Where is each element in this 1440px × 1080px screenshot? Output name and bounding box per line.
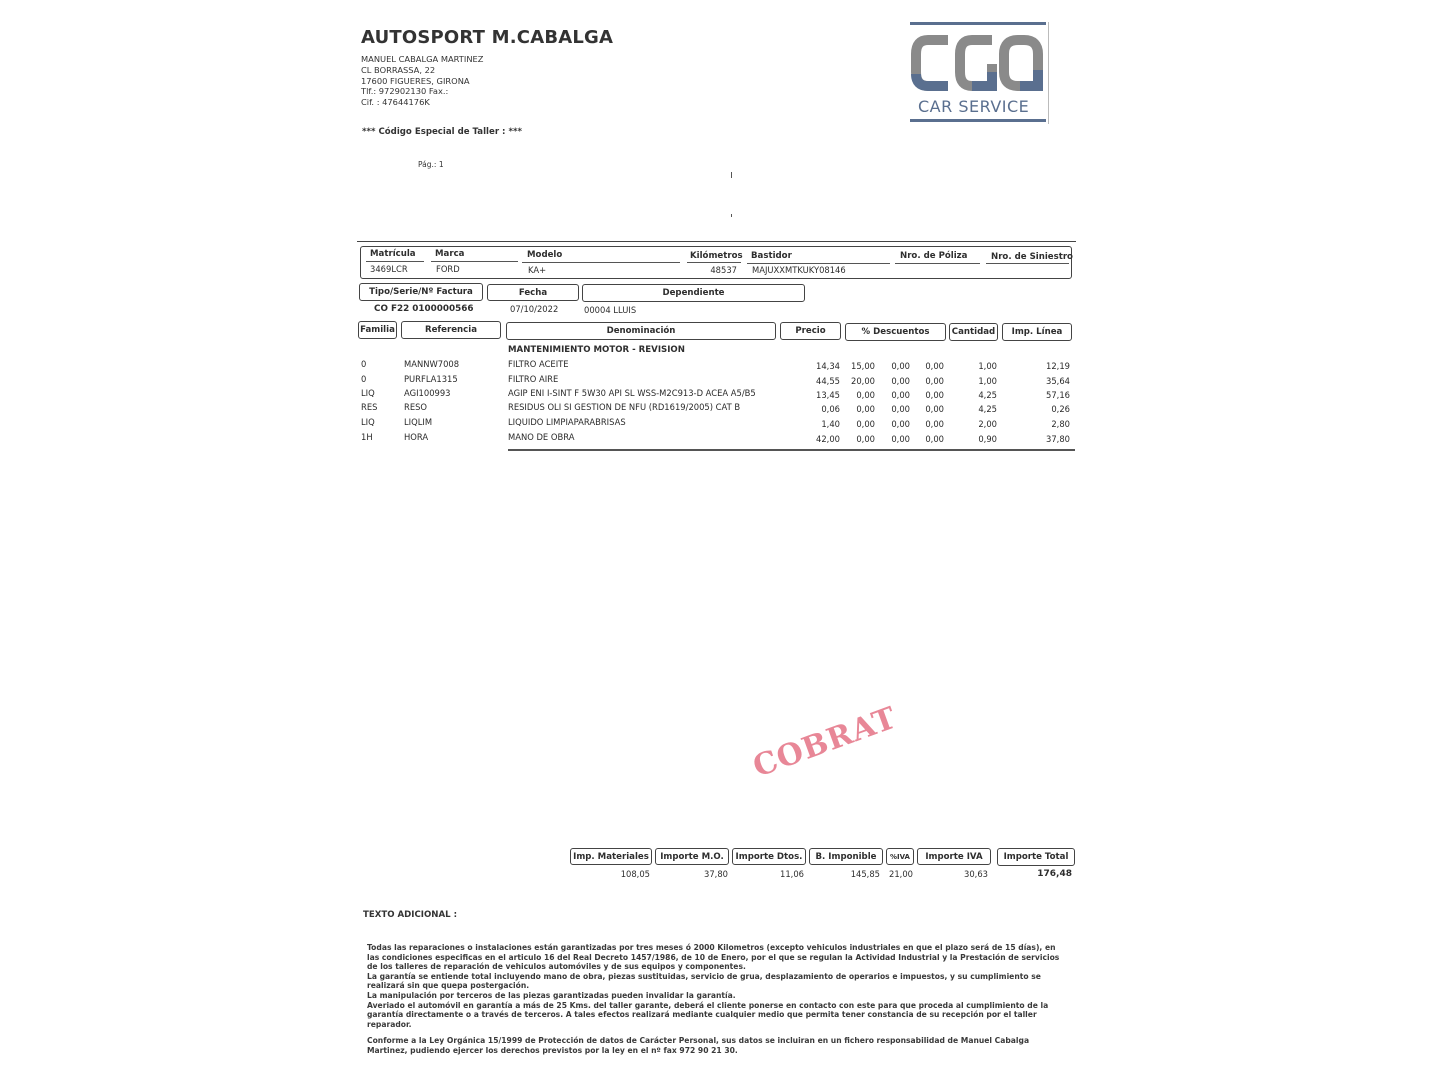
cell-dto2: 0,00 <box>891 361 910 371</box>
cell-cantidad: 2,00 <box>978 419 997 429</box>
cell-dto2: 0,00 <box>891 390 910 400</box>
table-row <box>0 388 1440 402</box>
header-fecha: Fecha <box>487 284 579 301</box>
cell-denominacion: LIQUIDO LIMPIAPARABRISAS <box>508 417 626 427</box>
col-denominacion: Denominación <box>506 322 776 340</box>
total-header-dtos: Importe Dtos. <box>732 848 806 865</box>
col-precio: Precio <box>780 322 841 340</box>
total-materiales: 108,05 <box>620 869 650 879</box>
cell-denominacion: FILTRO AIRE <box>508 374 559 384</box>
cell-cantidad: 4,25 <box>978 390 997 400</box>
total-header-iva: Importe IVA <box>917 848 991 865</box>
total-header-mo: Importe M.O. <box>655 848 729 865</box>
cell-precio: 1,40 <box>821 419 840 429</box>
cell-dto3: 0,00 <box>925 361 944 371</box>
cell-dto3: 0,00 <box>925 376 944 386</box>
total-base: 145,85 <box>850 869 880 879</box>
header-poliza: Nro. de Póliza <box>900 251 968 261</box>
invoice-clerk: 00004 LLUIS <box>584 305 637 315</box>
total-iva-pct: 21,00 <box>889 869 913 879</box>
col-descuentos: % Descuentos <box>845 323 946 341</box>
header-matricula: Matrícula <box>370 249 416 259</box>
header-modelo: Modelo <box>527 250 563 260</box>
total-iva: 30,63 <box>964 869 988 879</box>
warranty-line: La manipulación por terceros de las piezas garantizadas pueden invalidar la garantía. <box>367 990 736 1000</box>
cell-dto2: 0,00 <box>891 419 910 429</box>
section-title: MANTENIMIENTO MOTOR - REVISION <box>508 345 685 355</box>
cell-denominacion: MANO DE OBRA <box>508 432 575 442</box>
header-divider <box>357 241 1076 242</box>
cell-importe: 2,80 <box>1051 419 1070 429</box>
additional-text-label: TEXTO ADICIONAL : <box>363 910 458 920</box>
total-mo: 37,80 <box>704 869 728 879</box>
cga-logo-icon <box>910 32 1046 92</box>
cell-denominacion: AGIP ENI I-SINT F 5W30 API SL WSS-M2C913-D ACEA A5/B5 <box>508 388 756 398</box>
cell-dto3: 0,00 <box>925 404 944 414</box>
total-amount: 176,48 <box>1037 869 1072 879</box>
warranty-line: Todas las reparaciones o instalaciones están garantizadas por tres meses ó 2000 Kilometros (excepto vehiculos industriales en que el plazo será de 15 días), en las condiciones especificas en el articulo 16 del Real Decreto 1457/1986, de 10 de Enero, por el que se regulan la Actividad Industrial y la Prestación de servicios de los talleres de reparación de vehiculos automóviles y de sus equipos y componentes. <box>367 943 1060 972</box>
table-row <box>0 374 1440 388</box>
cell-denominacion: FILTRO ACEITE <box>508 359 569 369</box>
table-row <box>0 417 1440 431</box>
table-row <box>0 402 1440 416</box>
company-street: CL BORRASSA, 22 <box>361 64 436 75</box>
header-kilometros: Kilómetros <box>690 251 743 261</box>
warranty-terms <box>367 943 1067 1029</box>
cell-dto1: 0,00 <box>856 404 875 414</box>
cell-familia: LIQ <box>361 417 375 427</box>
header-siniestro: Nro. de Siniestro <box>991 252 1073 262</box>
cga-car-service-logo <box>908 22 1049 124</box>
company-address-block <box>361 54 483 108</box>
cell-cantidad: 1,00 <box>978 361 997 371</box>
cell-referencia: MANNW7008 <box>404 359 460 369</box>
total-header-base: B. Imponible <box>809 848 883 865</box>
cell-dto2: 0,00 <box>891 434 910 444</box>
col-familia: Familia <box>358 321 397 339</box>
cell-dto1: 0,00 <box>856 419 875 429</box>
cell-importe: 12,19 <box>1046 361 1070 371</box>
total-header-total: Importe Total <box>997 848 1075 866</box>
cell-referencia: PURFLA1315 <box>404 374 458 384</box>
value-matricula: 3469LCR <box>370 264 408 274</box>
cell-familia: RES <box>361 402 378 412</box>
cell-dto2: 0,00 <box>891 404 910 414</box>
cell-precio: 0,06 <box>821 404 840 414</box>
scan-mark <box>731 214 732 217</box>
company-name: AUTOSPORT M.CABALGA <box>361 27 614 48</box>
warranty-line: Averiado el automóvil en garantía a más de 25 Kms. del taller garante, deberá el cliente ponerse en contacto con este para que proceda al cumplimiento de la garantía directamente o a través de terceros. A tales efectos realizará mediante cualquier medio que permita tener constancia de su recepción por el taller reparador. <box>367 1000 1049 1029</box>
value-bastidor: MAJUXXMTKUKY08146 <box>752 265 846 275</box>
cell-familia: 0 <box>361 359 367 369</box>
total-dtos: 11,06 <box>780 869 804 879</box>
company-phone: Tlf.: 972902130 Fax.: <box>361 86 449 97</box>
cell-familia: 0 <box>361 374 367 384</box>
cell-cantidad: 4,25 <box>978 404 997 414</box>
privacy-notice: Conforme a la Ley Orgánica 15/1999 de Protección de datos de Carácter Personal, sus datos se incluiran en un fichero responsabilidad de Manuel Cabalga Martinez, pudiendo ejercer los derechos previstos por la ley en el nº fax 972 90 21 30. <box>367 1036 1030 1055</box>
logo-tagline: CAR SERVICE <box>918 97 1030 116</box>
col-importe-linea: Imp. Línea <box>1002 323 1072 341</box>
table-row <box>0 432 1440 446</box>
col-cantidad: Cantidad <box>949 323 998 341</box>
cell-cantidad: 0,90 <box>978 434 997 444</box>
company-cif: Cif. : 47644176K <box>361 97 430 108</box>
cell-importe: 35,64 <box>1046 376 1070 386</box>
cell-dto3: 0,00 <box>925 419 944 429</box>
table-row <box>0 359 1440 373</box>
cell-dto1: 20,00 <box>851 376 875 386</box>
value-kilometros: 48537 <box>710 265 737 275</box>
cell-dto3: 0,00 <box>925 434 944 444</box>
invoice-number: CO F22 0100000566 <box>374 304 474 314</box>
lines-end-divider <box>508 449 1075 451</box>
value-marca: FORD <box>436 264 460 274</box>
cell-importe: 57,16 <box>1046 390 1070 400</box>
total-header-iva-pct: %IVA <box>886 848 914 865</box>
value-modelo: KA+ <box>528 265 547 275</box>
header-tipo-factura: Tipo/Serie/Nº Factura <box>359 283 483 301</box>
cell-referencia: HORA <box>404 432 429 442</box>
scan-mark <box>731 172 732 178</box>
cell-familia: 1H <box>361 432 373 442</box>
cell-referencia: RESO <box>404 402 428 412</box>
warranty-line: La garantía se entiende total incluyendo mano de obra, piezas sustituidas, servicio de grua, desplazamiento de operarios e impuestos, y su cumplimiento se realizará sin que quepa postergación. <box>367 971 1041 991</box>
cell-importe: 37,80 <box>1046 434 1070 444</box>
header-dependiente: Dependiente <box>582 284 805 302</box>
cell-precio: 14,34 <box>816 361 840 371</box>
header-bastidor: Bastidor <box>751 251 792 261</box>
total-header-materiales: Imp. Materiales <box>570 848 652 865</box>
cell-precio: 44,55 <box>816 376 840 386</box>
cell-dto1: 0,00 <box>856 434 875 444</box>
cell-referencia: LIQLIM <box>404 417 433 427</box>
cell-familia: LIQ <box>361 388 375 398</box>
header-marca: Marca <box>435 249 465 259</box>
cell-dto1: 0,00 <box>856 390 875 400</box>
company-owner: MANUEL CABALGA MARTINEZ <box>361 54 484 64</box>
cell-dto1: 15,00 <box>851 361 875 371</box>
cell-dto3: 0,00 <box>925 390 944 400</box>
special-workshop-code: *** Código Especial de Taller : *** <box>362 127 522 137</box>
invoice-date: 07/10/2022 <box>510 304 559 314</box>
cell-referencia: AGI100993 <box>404 388 451 398</box>
page-number: Pág.: 1 <box>418 160 444 169</box>
company-city: 17600 FIGUERES, GIRONA <box>361 75 470 86</box>
cell-importe: 0,26 <box>1051 404 1070 414</box>
cell-precio: 13,45 <box>816 390 840 400</box>
cell-dto2: 0,00 <box>891 376 910 386</box>
col-referencia: Referencia <box>401 321 501 339</box>
cell-precio: 42,00 <box>816 434 840 444</box>
cell-denominacion: RESIDUS OLI SI GESTION DE NFU (RD1619/2005) CAT B <box>508 402 741 412</box>
paid-stamp: COBRAT <box>748 700 902 785</box>
cell-cantidad: 1,00 <box>978 376 997 386</box>
